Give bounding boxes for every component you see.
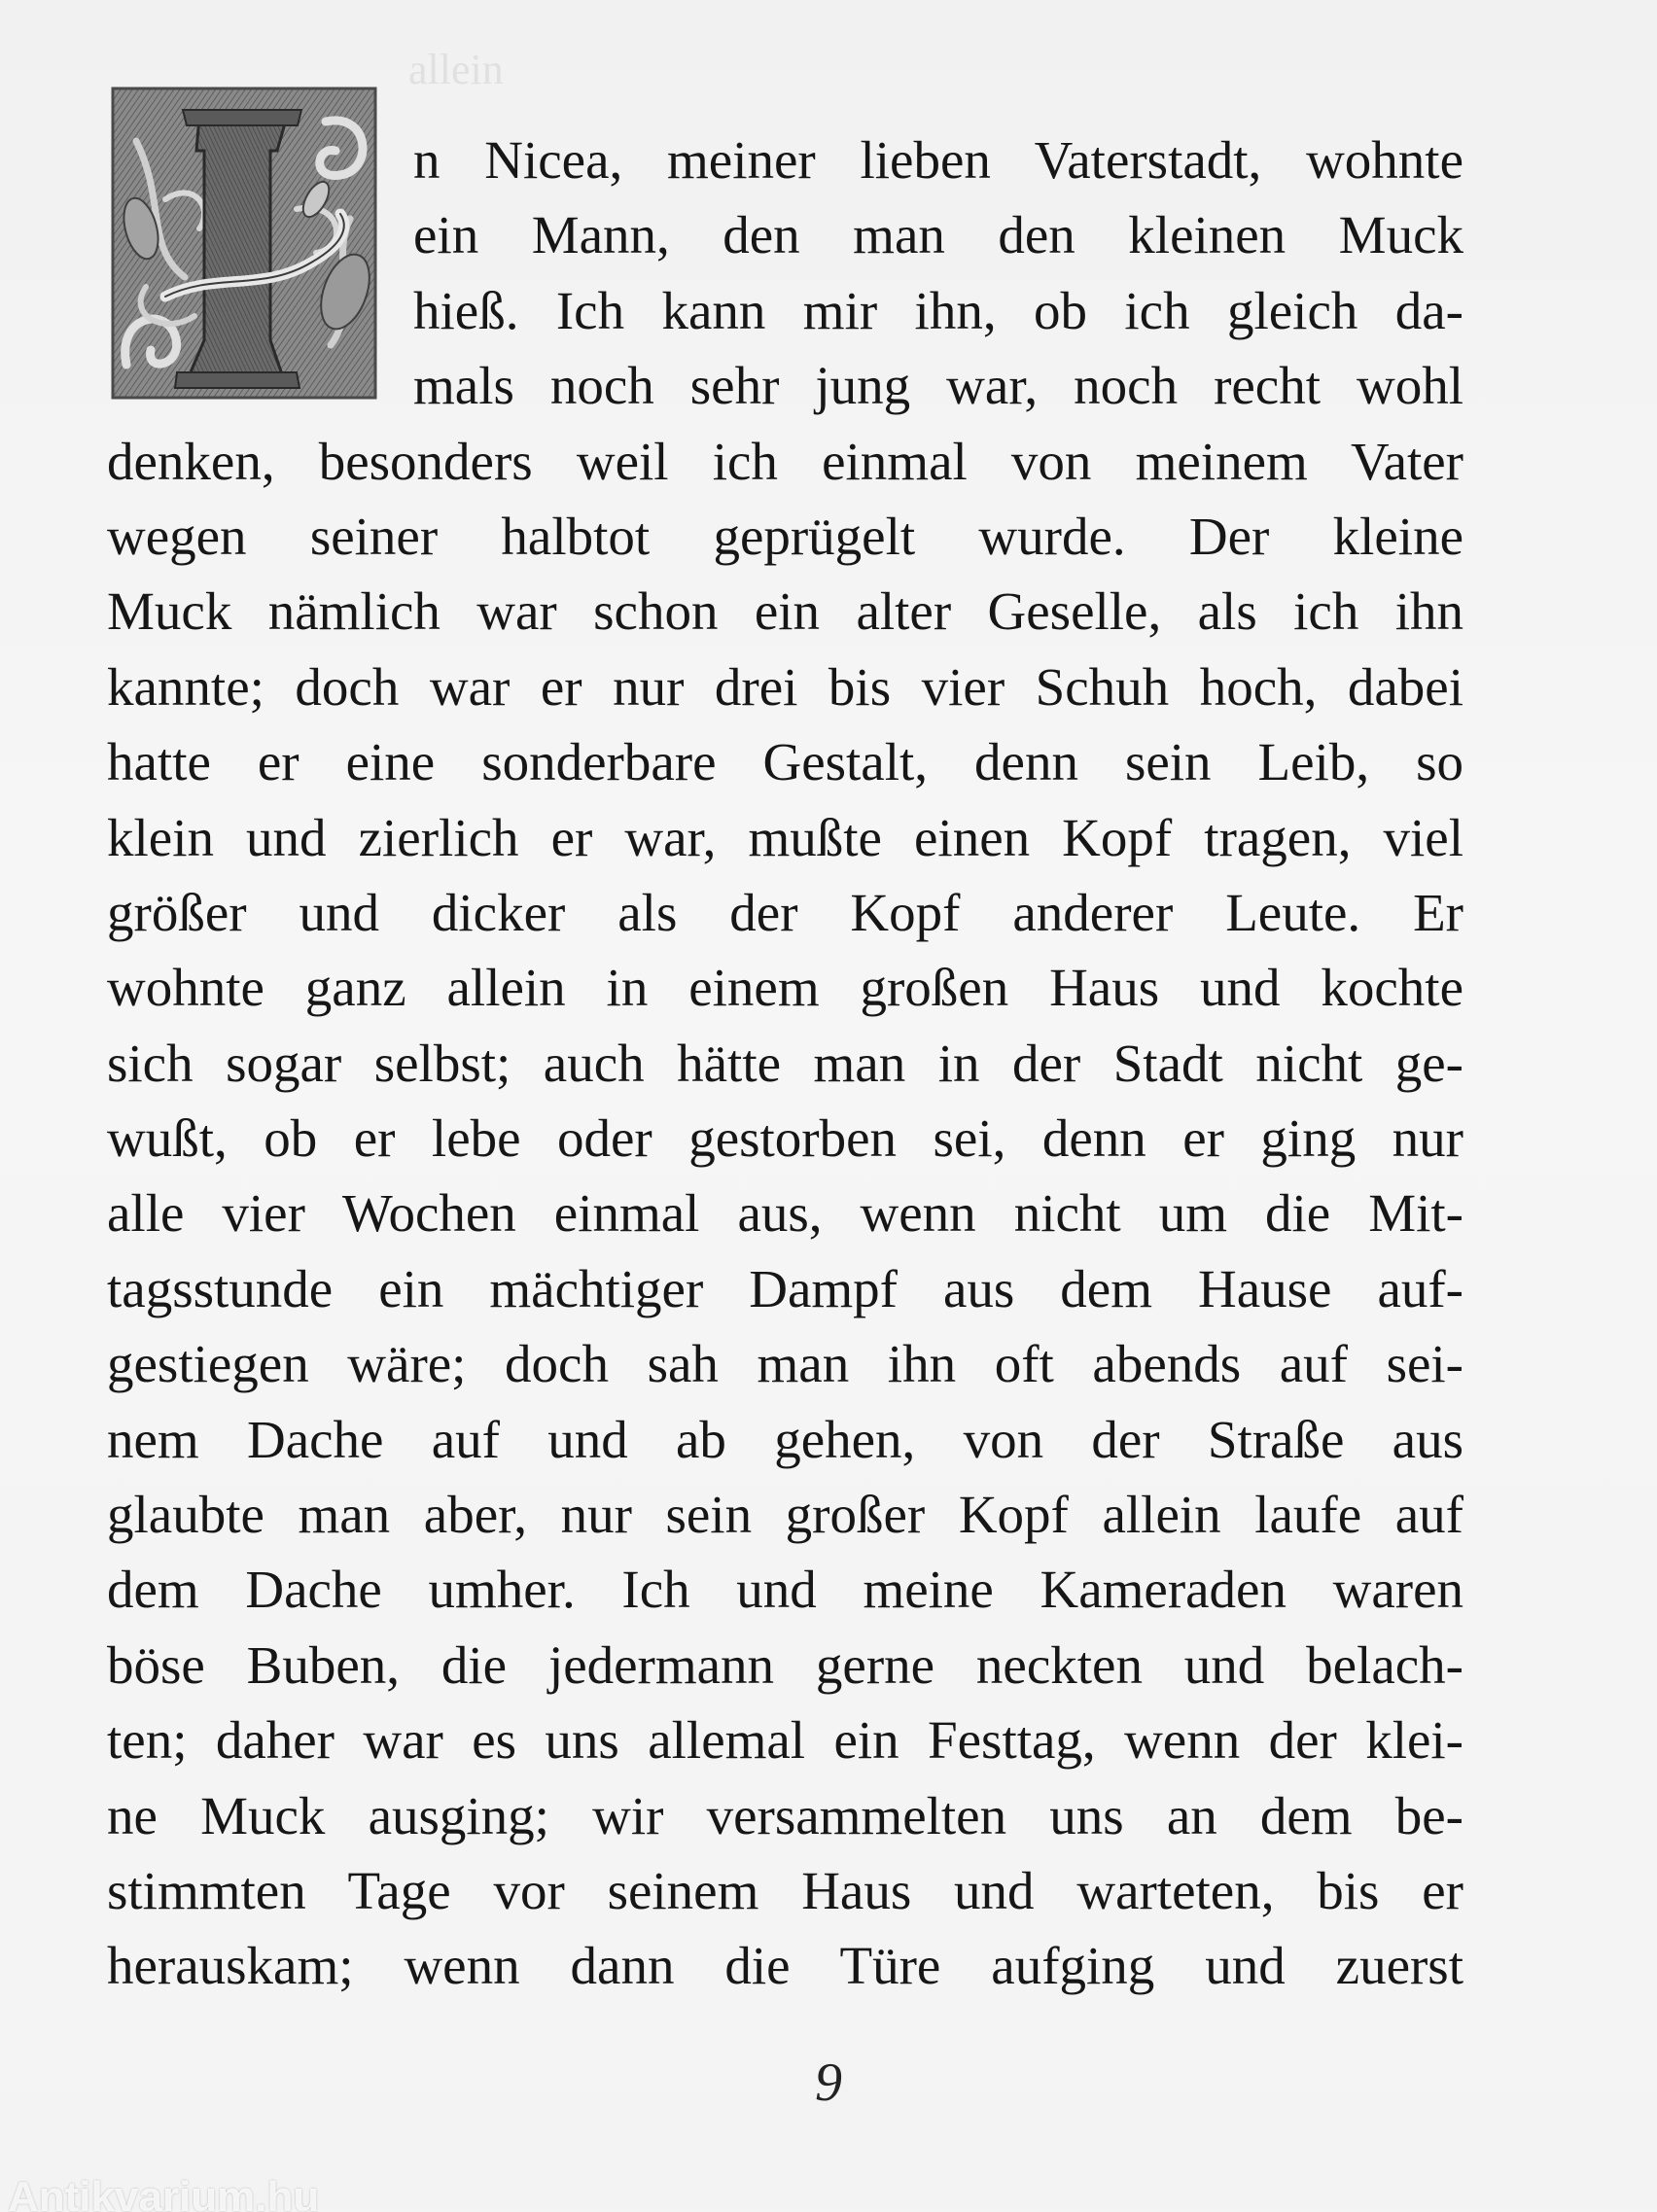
text-line: denken, besonders weil ich einmal von meinem Vater: [107, 431, 1463, 491]
text-line: herauskam; wenn dann die Türe aufging und zuerst: [107, 1936, 1463, 1996]
text-line: alle vier Wochen einmal aus, wenn nicht um die Mit-: [107, 1183, 1463, 1244]
text-line: Muck nämlich war schon ein alter Geselle, als ich ihn: [107, 581, 1463, 642]
body-text: [107, 123, 1463, 2004]
page-number: 9: [815, 2053, 842, 2113]
text-line: ein Mann, den man den kleinen Muck: [413, 205, 1463, 265]
text-line: n Nicea, meiner lieben Vaterstadt, wohnte: [413, 130, 1463, 190]
text-line: klein und zierlich er war, mußte einen Kopf tragen, viel: [107, 807, 1463, 867]
text-line: sich sogar selbst; auch hätte man in der Stadt nicht ge-: [107, 1033, 1463, 1093]
text-line: nem Dache auf und ab gehen, von der Straße aus: [107, 1409, 1463, 1469]
text-line: kannte; doch war er nur drei bis vier Schuh hoch, dabei: [107, 656, 1463, 717]
text-line: glaubte man aber, nur sein großer Kopf allein laufe auf: [107, 1485, 1463, 1545]
text-line: stimmten Tage vor seinem Haus und warteten, bis er: [107, 1860, 1463, 1920]
text-line: ten; daher war es uns allemal ein Festtag, wenn der klei-: [107, 1710, 1463, 1771]
text-line: mals noch sehr jung war, noch recht wohl: [413, 356, 1463, 416]
text-line: hatte er eine sonderbare Gestalt, denn sein Leib, so: [107, 732, 1463, 792]
text-line: dem Dache umher. Ich und meine Kameraden waren: [107, 1560, 1463, 1620]
watermark: Antikvarium.hu: [8, 2173, 320, 2212]
text-line: wegen seiner halbtot geprügelt wurde. Der kleine: [107, 506, 1463, 566]
text-line: hieß. Ich kann mir ihn, ob ich gleich da-: [413, 280, 1463, 340]
text-line: gestiegen wäre; doch sah man ihn oft abends auf sei-: [107, 1334, 1463, 1394]
bleed-through-text: allein: [408, 46, 504, 93]
text-line: wohnte ganz allein in einem großen Haus und kochte: [107, 958, 1463, 1018]
text-line: tagsstunde ein mächtiger Dampf aus dem Hause auf-: [107, 1258, 1463, 1318]
text-line: ne Muck ausging; wir versammelten uns an dem be-: [107, 1785, 1463, 1845]
text-line: größer und dicker als der Kopf anderer Leute. Er: [107, 882, 1463, 942]
text-line: wußt, ob er lebe oder gestorben sei, denn er ging nur: [107, 1108, 1463, 1169]
text-line: böse Buben, die jedermann gerne neckten und belach-: [107, 1634, 1463, 1695]
